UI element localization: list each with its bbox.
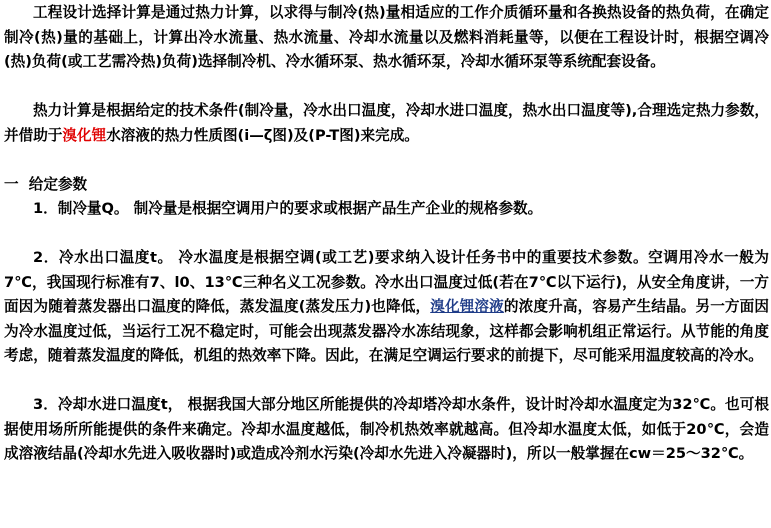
parameter-item-2-text-a: 2．冷水出口温度t。 冷水温度是根据空调(或工艺)要求纳入设计任务书中的重要技术参数。空调用冷水一般为7℃，我国现行标准有7、l0、13℃三种名义工况参数。冷水出口温度过低(若在7℃以下运行)，从安全角度讲，一方面因为随着蒸发器出口温度的降低，蒸发温度(蒸发压力)也降低，: [4, 249, 769, 315]
intro-paragraph-2-text-b: 水溶液的热力性质图(i—ζ图)及(P-T图)来完成。: [106, 126, 419, 144]
parameter-item-2: [4, 246, 769, 369]
parameter-item-1: 1．制冷量Q。 制冷量是根据空调用户的要求或根据产品生产企业的规格参数。: [33, 200, 543, 217]
spacer: [4, 148, 769, 173]
parameter-item-2-text-b: 的浓度升高，容易产生结晶。另一方面因为冷水温度过低，当运行工况不稳定时，可能会出现蒸发器冷水冻结现象，这样都会影响机组正常运行。从节能的角度考虑，随着蒸发温度的降低，机组的热效率下降。因此，在满足空调运行要求的前提下，尽可能采用温度较高的冷水。: [4, 298, 769, 364]
document-body: [4, 1, 769, 467]
parameter-item-3: 3．冷却水进口温度t， 根据我国大部分地区所能提供的冷却塔冷却水条件，设计时冷却水温度定为32℃。也可根据使用场所所能提供的条件来确定。冷却水温度越低，制冷机热效率就越高。但冷却水温度太低，如低于20℃，会造成溶液结晶(冷却水先进入吸收器时)或造成冷剂水污染(冷却水先进入冷凝器时)，所以一般掌握在cw＝25～32℃。: [4, 396, 769, 462]
intro-paragraph-1: 工程设计选择计算是通过热力计算，以求得与制冷(热)量相适应的工作介质循环量和各换热设备的热负荷，在确定制冷(热)量的基础上，计算出冷水流量、热水流量、冷却水流量以及燃料消耗量等，以便在工程设计时，根据空调冷(热)负荷(或工艺需冷热)负荷)选择制冷机、冷水循环泵、热水循环泵，冷却水循环泵等系统配套设备。: [4, 4, 769, 70]
section-title: 一 给定参数: [4, 175, 88, 193]
intro-paragraph-2: [4, 99, 769, 148]
spacer: [4, 75, 769, 100]
spacer: [4, 222, 769, 247]
lithium-bromide-solution-link[interactable]: 溴化锂溶液: [430, 298, 504, 315]
intro-paragraph-2-text-a: 热力计算是根据给定的技术条件(制冷量，冷水出口温度，冷却水进口温度，热水出口温度等),合理选定热力参数，并借助于: [4, 102, 769, 144]
spacer: [4, 369, 769, 394]
highlighted-term: 溴化锂: [62, 126, 107, 144]
